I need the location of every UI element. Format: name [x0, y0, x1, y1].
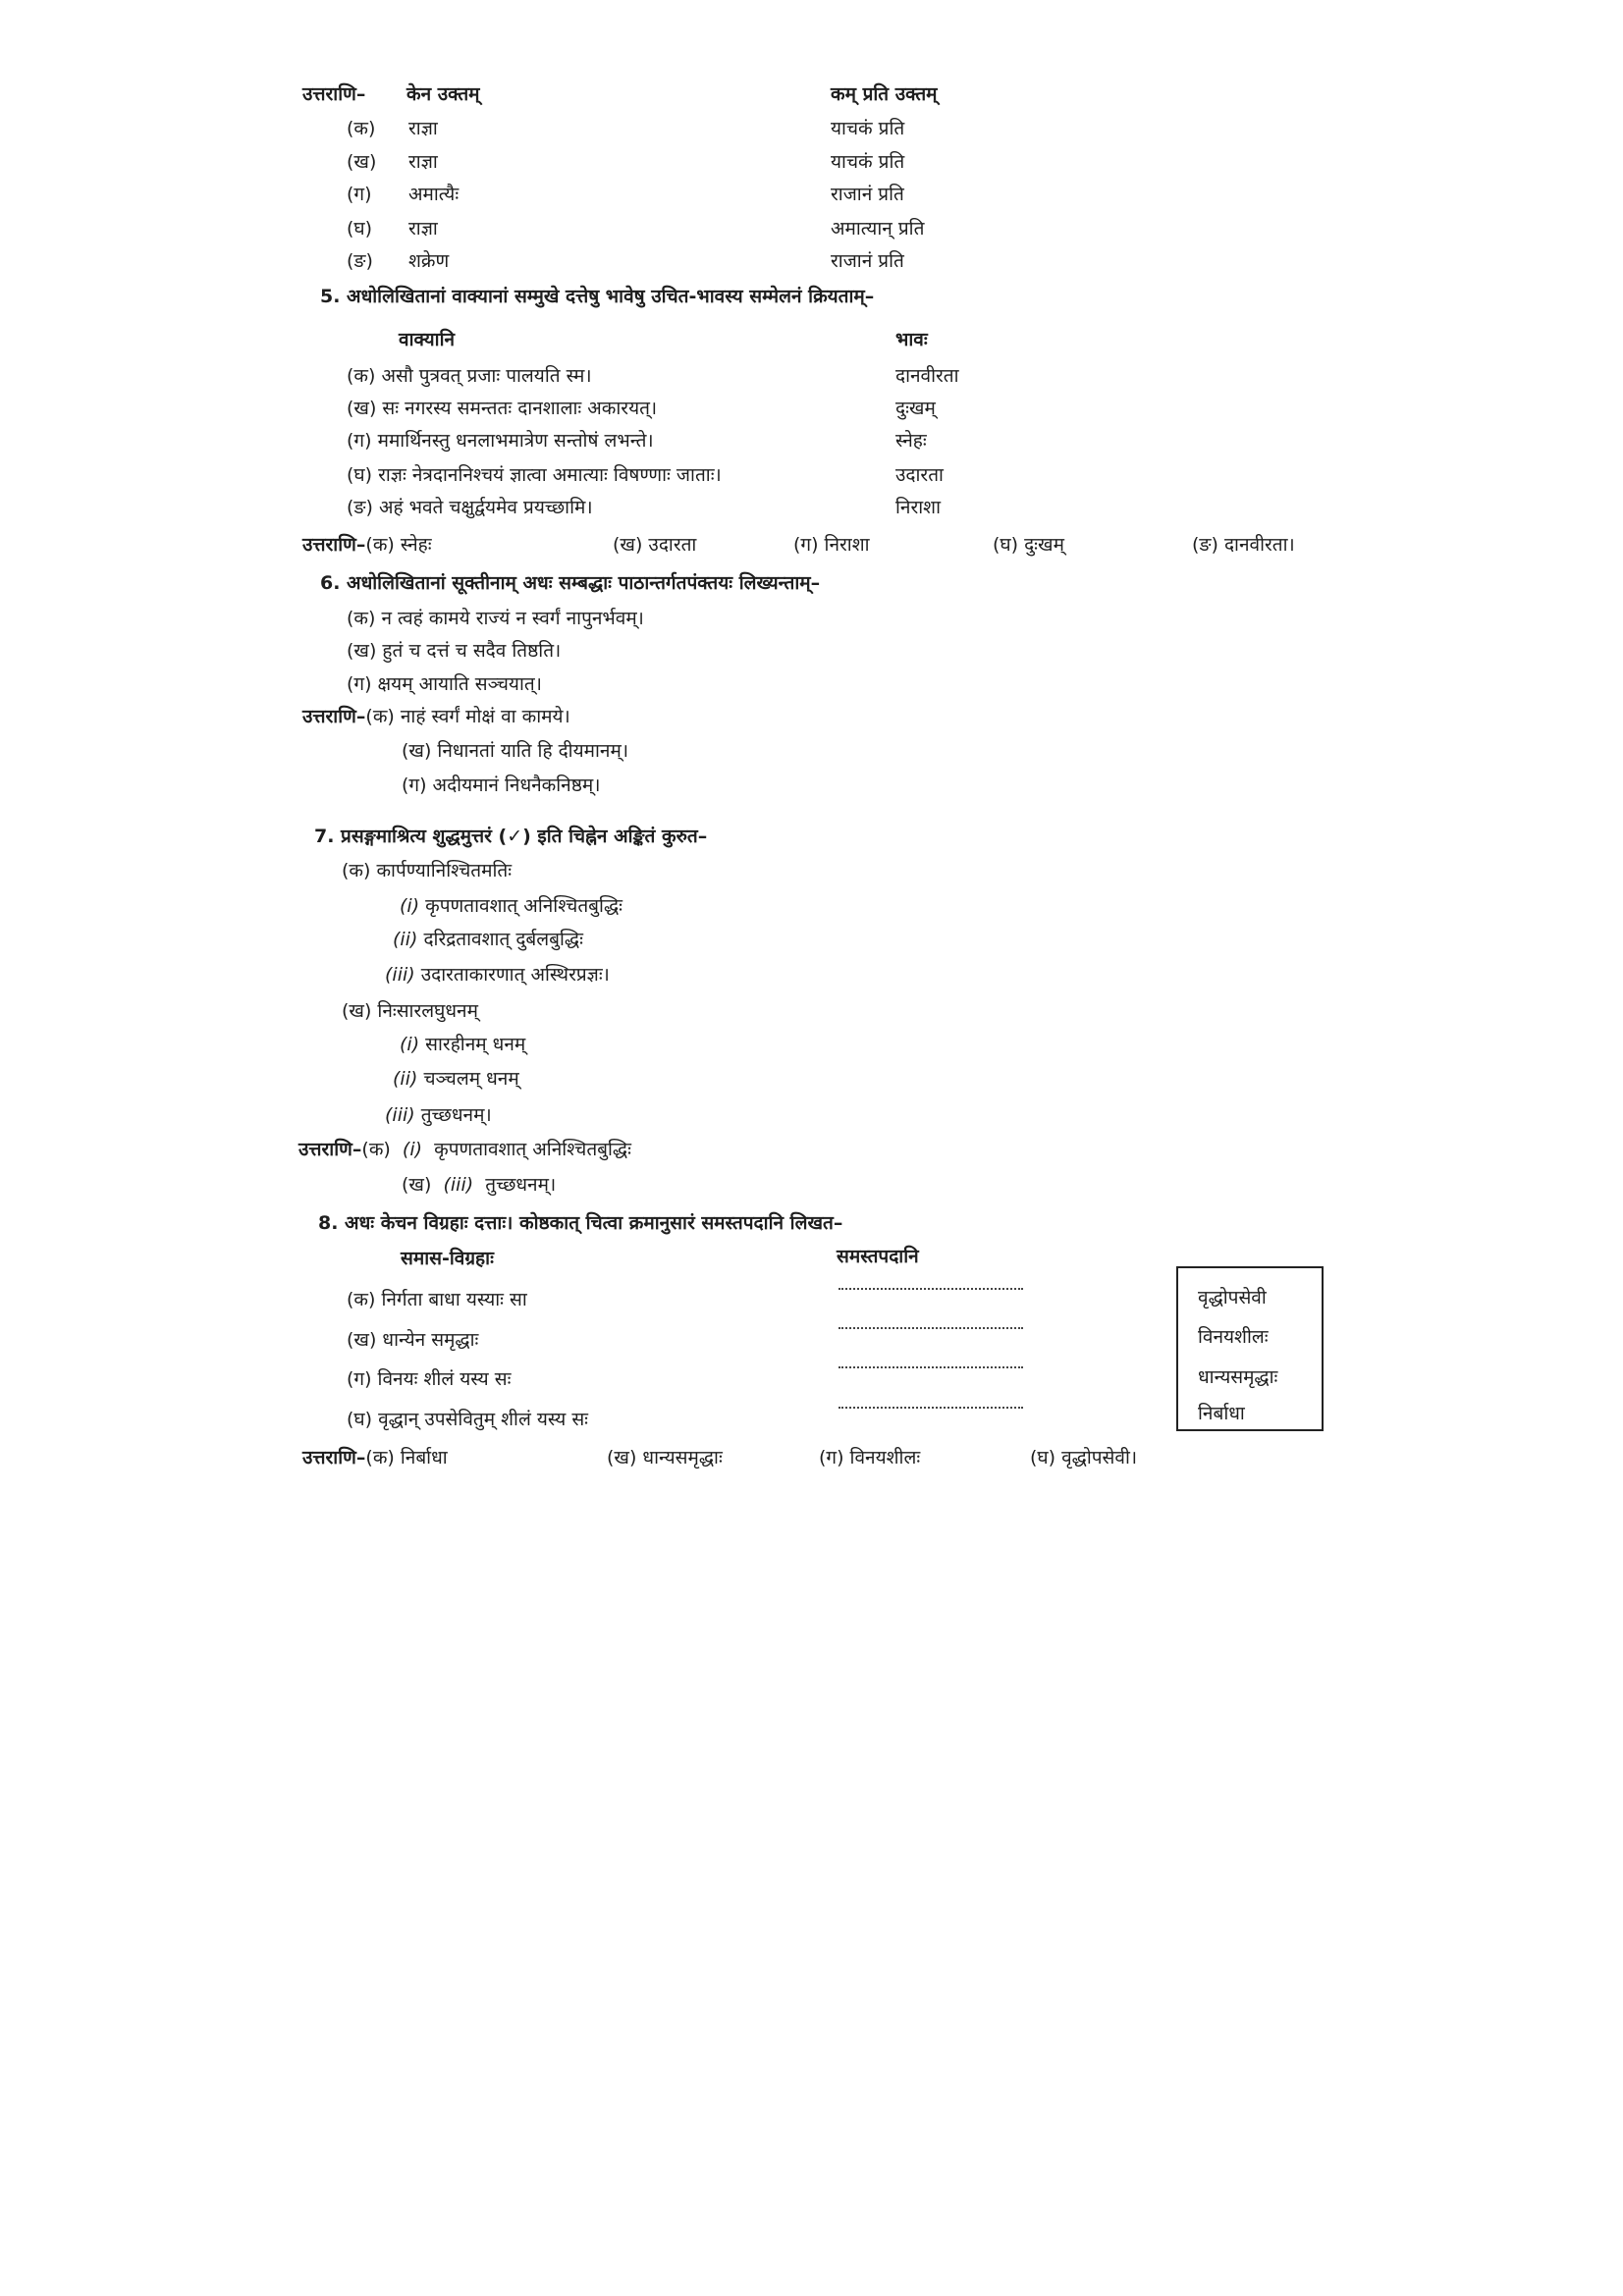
answer: (ङ) दानवीरता। — [1192, 534, 1295, 556]
answer: (घ) वृद्धोपसेवी। — [1030, 1447, 1138, 1468]
sub-question: (ख) निःसारलघुधनम् — [342, 1000, 478, 1022]
answer: (ख) उदारता — [613, 534, 697, 556]
box-word: विनयशीलः — [1198, 1326, 1269, 1348]
answer-addressee: राजानं प्रति — [831, 250, 904, 272]
answer: (क) नाहं स्वर्गं मोक्षं वा कामये। — [365, 706, 570, 727]
answer-addressee: याचकं प्रति — [831, 118, 905, 139]
answer: (ग) अदीयमानं निधनैकनिष्ठम्। — [402, 774, 601, 796]
answer-speaker: राज्ञा — [408, 118, 438, 139]
item-marker: (क) — [347, 118, 376, 139]
quote-item: (क) न त्वहं कामये राज्यं न स्वर्गं नापुनर्भवम्। — [347, 608, 644, 629]
option: (iii) उदारताकारणात् अस्थिरप्रज्ञः। — [385, 964, 610, 986]
answer-blank — [839, 1327, 1023, 1329]
item-marker: (घ) — [347, 218, 373, 240]
item-marker: (ग) — [347, 184, 372, 205]
answer-speaker: राज्ञा — [408, 151, 438, 173]
answer: (क) निर्बाधा — [365, 1447, 448, 1468]
column-heading: समस्तपदानि — [837, 1246, 919, 1267]
answer: उत्तराणि–(क) (i) कृपणतावशात् अनिश्चितबुद्धिः — [298, 1139, 631, 1160]
answer: (ख) धान्यसमृद्धाः — [607, 1447, 723, 1468]
answer-speaker: शक्रेण — [408, 250, 450, 272]
answer-blank — [839, 1288, 1023, 1290]
option: (ii) दरिद्रतावशात् दुर्बलबुद्धिः — [393, 929, 583, 950]
option: (i) सारहीनम् धनम् — [400, 1034, 526, 1055]
compound-item: (ग) विनयः शीलं यस्य सः — [347, 1368, 512, 1390]
emotion-option: स्नेहः — [895, 430, 927, 452]
option: (iii) तुच्छधनम्। — [385, 1104, 492, 1126]
answer-label: उत्तराणि– — [302, 706, 366, 727]
sentence-item: (ङ) अहं भवते चक्षुर्द्वयमेव प्रयच्छामि। — [347, 497, 593, 518]
item-marker: (ङ) — [347, 250, 373, 272]
question-title: 6. अधोलिखितानां सूक्तीनाम् अधः सम्बद्धाः पाठान्तर्गतपंक्तयः लिख्यन्ताम्– — [320, 572, 821, 594]
column-heading: वाक्यानि — [399, 329, 456, 350]
option: (i) कृपणतावशात् अनिश्चितबुद्धिः — [400, 895, 622, 917]
answer-blank — [839, 1366, 1023, 1368]
answer-addressee: अमात्यान् प्रति — [831, 218, 925, 240]
compound-item: (ख) धान्येन समृद्धाः — [347, 1329, 479, 1351]
answer: (ख) निधानतां याति हि दीयमानम्। — [402, 740, 629, 762]
sentence-item: (क) असौ पुत्रवत् प्रजाः पालयति स्म। — [347, 365, 592, 387]
box-word: वृद्धोपसेवी — [1198, 1287, 1267, 1308]
answer: (क) स्नेहः — [365, 534, 432, 556]
quote-item: (ग) क्षयम् आयाति सञ्चयात्। — [347, 673, 542, 695]
question-title: 8. अधः केचन विग्रहाः दत्ताः। कोष्ठकात् चित्वा क्रमानुसारं समस्तपदानि लिखत– — [318, 1212, 843, 1234]
answer-addressee: राजानं प्रति — [831, 184, 904, 205]
emotion-option: निराशा — [895, 497, 941, 518]
emotion-option: दुःखम् — [895, 398, 936, 419]
answer: (घ) दुःखम् — [993, 534, 1064, 556]
answer-speaker: अमात्यैः — [408, 184, 460, 205]
answer-addressee: याचकं प्रति — [831, 151, 905, 173]
answer: (ग) विनयशीलः — [819, 1447, 921, 1468]
answer-label: उत्तराणि– — [302, 534, 366, 556]
compound-item: (क) निर्गता बाधा यस्याः सा — [347, 1289, 527, 1310]
word-box — [1176, 1266, 1324, 1431]
column-heading: भावः — [895, 329, 928, 350]
answer-label: उत्तराणि– — [302, 1447, 366, 1468]
question-title: 7. प्रसङ्गमाश्रित्य शुद्धमुत्तरं (✓) इति चिह्नेन अङ्कितं कुरुत– — [314, 826, 708, 847]
column-heading: कम् प्रति उक्तम् — [831, 83, 938, 105]
column-heading: केन उक्तम् — [406, 83, 480, 105]
box-word: धान्यसमृद्धाः — [1198, 1366, 1278, 1388]
compound-item: (घ) वृद्धान् उपसेवितुम् शीलं यस्य सः — [347, 1409, 589, 1430]
box-word: निर्बाधा — [1198, 1403, 1245, 1424]
column-heading: समास-विग्रहाः — [401, 1248, 494, 1269]
item-marker: (ख) — [347, 151, 377, 173]
sentence-item: (ख) सः नगरस्य समन्ततः दानशालाः अकारयत्। — [347, 398, 658, 419]
emotion-option: दानवीरता — [895, 365, 959, 387]
answer-blank — [839, 1407, 1023, 1409]
question-title: 5. अधोलिखितानां वाक्यानां सम्मुखे दत्तेषु भावेषु उचित-भावस्य सम्मेलनं क्रियताम्– — [320, 286, 875, 307]
option: (ii) चञ्चलम् धनम् — [393, 1068, 519, 1090]
sub-question: (क) कार्पण्यानिश्चितमतिः — [342, 860, 513, 881]
sentence-item: (ग) ममार्थिनस्तु धनलाभमात्रेण सन्तोषं लभन्ते। — [347, 430, 654, 452]
answer: (ग) निराशा — [793, 534, 870, 556]
emotion-option: उदारता — [895, 464, 944, 486]
answer-label: उत्तराणि– — [302, 83, 366, 105]
answer: (ख) (iii) तुच्छधनम्। — [402, 1174, 557, 1196]
sentence-item: (घ) राज्ञः नेत्रदाननिश्चयं ज्ञात्वा अमात्याः विषण्णाः जाताः। — [347, 464, 722, 486]
answer-speaker: राज्ञा — [408, 218, 438, 240]
quote-item: (ख) हुतं च दत्तं च सदैव तिष्ठति। — [347, 640, 562, 662]
